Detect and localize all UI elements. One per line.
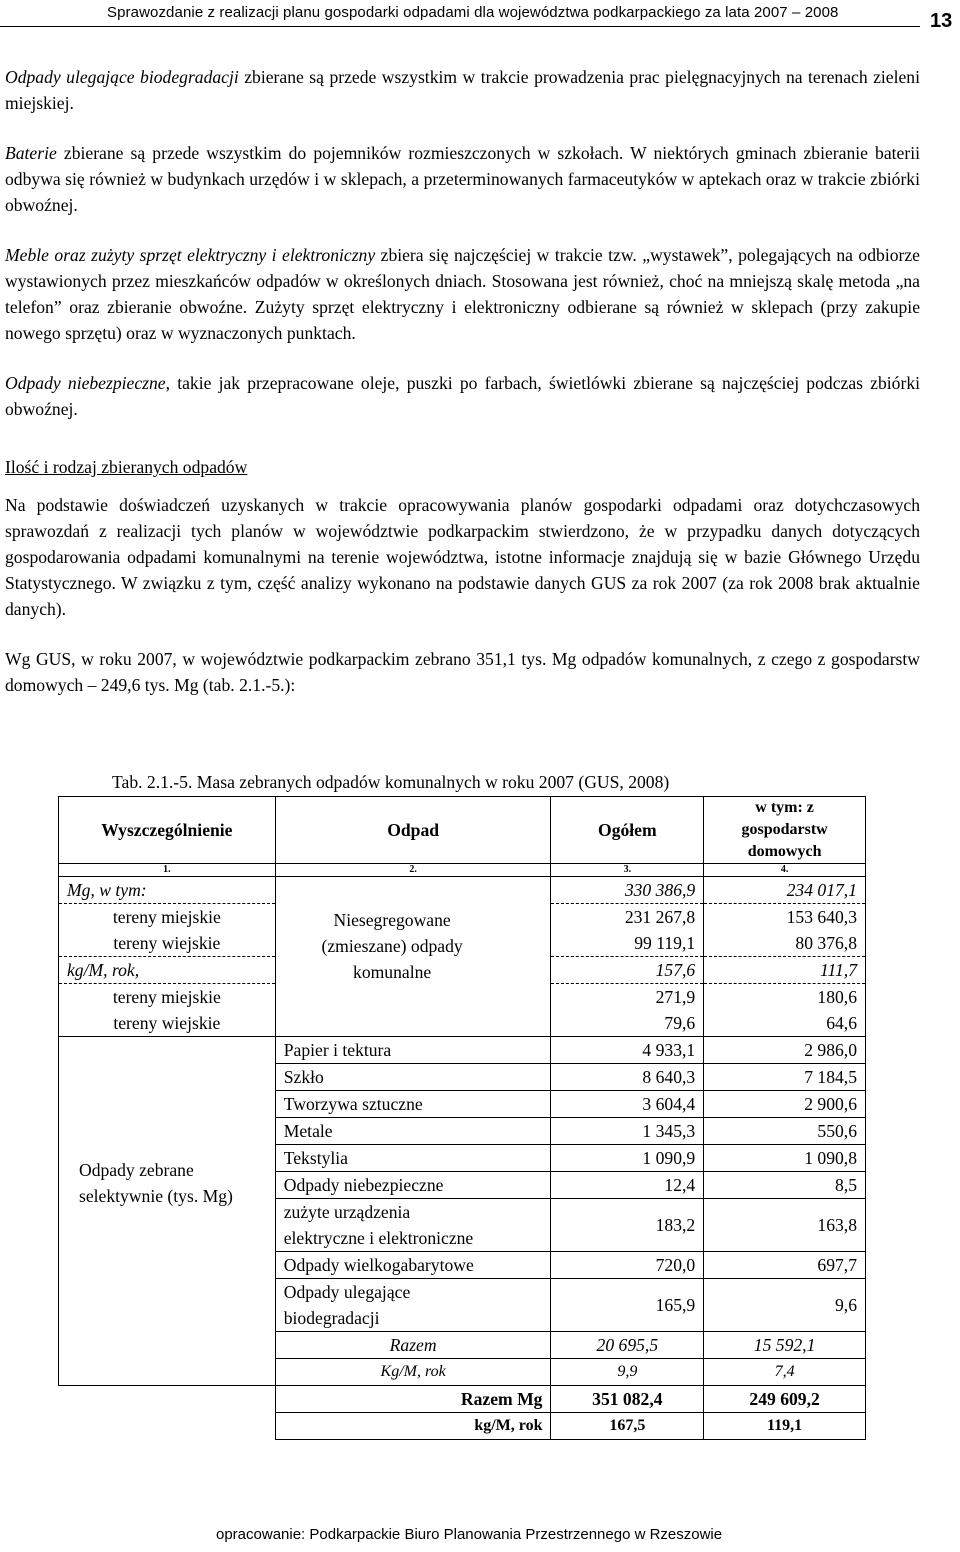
table-row: Tekstylia 1 090,9 1 090,8	[59, 1145, 866, 1172]
header-household: w tym: z gospodarstw domowych	[704, 797, 866, 864]
paragraph-biodegradable: Odpady ulegające biodegradacji zbierane są przede wszystkim w trakcie prowadzenia prac pielęgnacyjnych na terenach zieleni miejskiej.	[5, 67, 920, 113]
table-row: tereny wiejskie 99 119,1 80 376,8	[59, 930, 866, 957]
header-waste: Odpad	[275, 797, 551, 864]
unsorted-section	[59, 877, 866, 1037]
table-row: tereny miejskie 231 267,8 153 640,3	[59, 904, 866, 931]
page-footer: opracowanie: Podkarpackie Biuro Planowania Przestrzennego w Rzeszowie	[216, 1526, 723, 1543]
header-total: Ogółem	[551, 797, 704, 864]
unsorted-waste-label: Niesegregowane (zmieszane) odpady komunalne	[275, 877, 551, 1037]
section-title: Ilość i rodzaj zbieranych odpadów	[5, 457, 248, 477]
table-row: tereny wiejskie 79,6 64,6	[59, 1010, 866, 1037]
paragraph-hazardous: Odpady niebezpieczne, takie jak przepracowane oleje, puszki po farbach, świetlówki zbierane są najczęściej podczas zbiórki obwoźnej.	[5, 373, 920, 419]
table-row: Razem 20 695,5 15 592,1	[59, 1332, 866, 1359]
document-body	[5, 64, 920, 722]
grand-per-capita-row: kg/M, rok 167,5 119,1	[59, 1413, 866, 1440]
table-row: Odpady ulegające biodegradacji 165,9 9,6	[59, 1279, 866, 1332]
table-row: Odpady niebezpieczne 12,4 8,5	[59, 1172, 866, 1199]
table-row: Szkło 8 640,3 7 184,5	[59, 1064, 866, 1091]
table-row: kg/M, rok, 157,6 111,7	[59, 957, 866, 984]
table-row: zużyte urządzenia elektryczne i elektroniczne 183,2 163,8	[59, 1199, 866, 1252]
table-row: Tworzywa sztuczne 3 604,4 2 900,6	[59, 1091, 866, 1118]
table-header-row	[59, 797, 866, 864]
table-row: Kg/M, rok 9,9 7,4	[59, 1359, 866, 1386]
waste-table	[58, 796, 866, 1440]
table-row: Mg, w tym: Niesegregowane (zmieszane) odpady komunalne 330 386,9 234 017,1	[59, 877, 866, 904]
page-header	[0, 0, 960, 40]
paragraph-batteries: Baterie zbierane są przede wszystkim do pojemników rozmieszczonych w szkołach. W niektórych gminach zbieranie baterii odbywa się również w budynkach urzędów i w sklepach, a przeterminowanych farmaceutyków w aptekach oraz w trakcie zbiórki obwoźnej.	[5, 143, 920, 215]
running-title: Sprawozdanie z realizacji planu gospodarki odpadami dla województwa podkarpackiego za lata 2007 – 2008	[107, 4, 839, 21]
selective-waste-label: Odpady zebrane selektywnie (tys. Mg)	[59, 1037, 276, 1386]
table-caption: Tab. 2.1.-5. Masa zebranych odpadów komunalnych w roku 2007 (GUS, 2008)	[112, 772, 670, 792]
selective-section	[59, 1037, 866, 1386]
header-specification: Wyszczególnienie	[59, 797, 276, 864]
column-numbers-row: 1. 2. 3. 4.	[59, 864, 866, 877]
paragraph-gus-intro: Na podstawie doświadczeń uzyskanych w trakcie opracowywania planów gospodarki odpadami oraz dotychczasowych sprawozdań z realizacji tych planów w województwie podkarpackim stwierdzono, że w przypadku danych dotyczących gospodarowania odpadami komunalnymi na terenie województwa, istotne informacje znajdują się w bazie Głównego Urzędu Statystycznego. W związku z tym, część analizy wykonano na podstawie danych GUS za rok 2007 (za rok 2008 brak aktualnie danych).	[5, 495, 920, 619]
paragraph-gus-totals: Wg GUS, w roku 2007, w województwie podkarpackim zebrano 351,1 tys. Mg odpadów komunalnych, z czego z gospodarstw domowych – 249,6 tys. Mg (tab. 2.1.-5.):	[5, 649, 920, 695]
paragraph-furniture: Meble oraz zużyty sprzęt elektryczny i elektroniczny zbiera się najczęściej w trakcie tzw. „wystawek”, polegających na odbiorze wystawionych przez mieszkańców odpadów w określonych dniach. Stosowana jest również, choć na mniejszą skalę metoda „na telefon” oraz zbieranie obwoźne. Zużyty sprzęt elektryczny i elektroniczny odbierane są również w sklepach (przy zakupie nowego sprzętu) oraz w wyznaczonych punktach.	[5, 245, 920, 343]
header-rule	[0, 26, 920, 27]
table-row: Metale 1 345,3 550,6	[59, 1118, 866, 1145]
table-row: Odpady wielkogabarytowe 720,0 697,7	[59, 1252, 866, 1279]
grand-total-row: Razem Mg 351 082,4 249 609,2	[59, 1386, 866, 1413]
table-row: tereny miejskie 271,9 180,6	[59, 984, 866, 1011]
table-row: Odpady zebrane selektywnie (tys. Mg) Papier i tektura 4 933,1 2 986,0	[59, 1037, 866, 1064]
page-number: 13	[930, 10, 953, 32]
